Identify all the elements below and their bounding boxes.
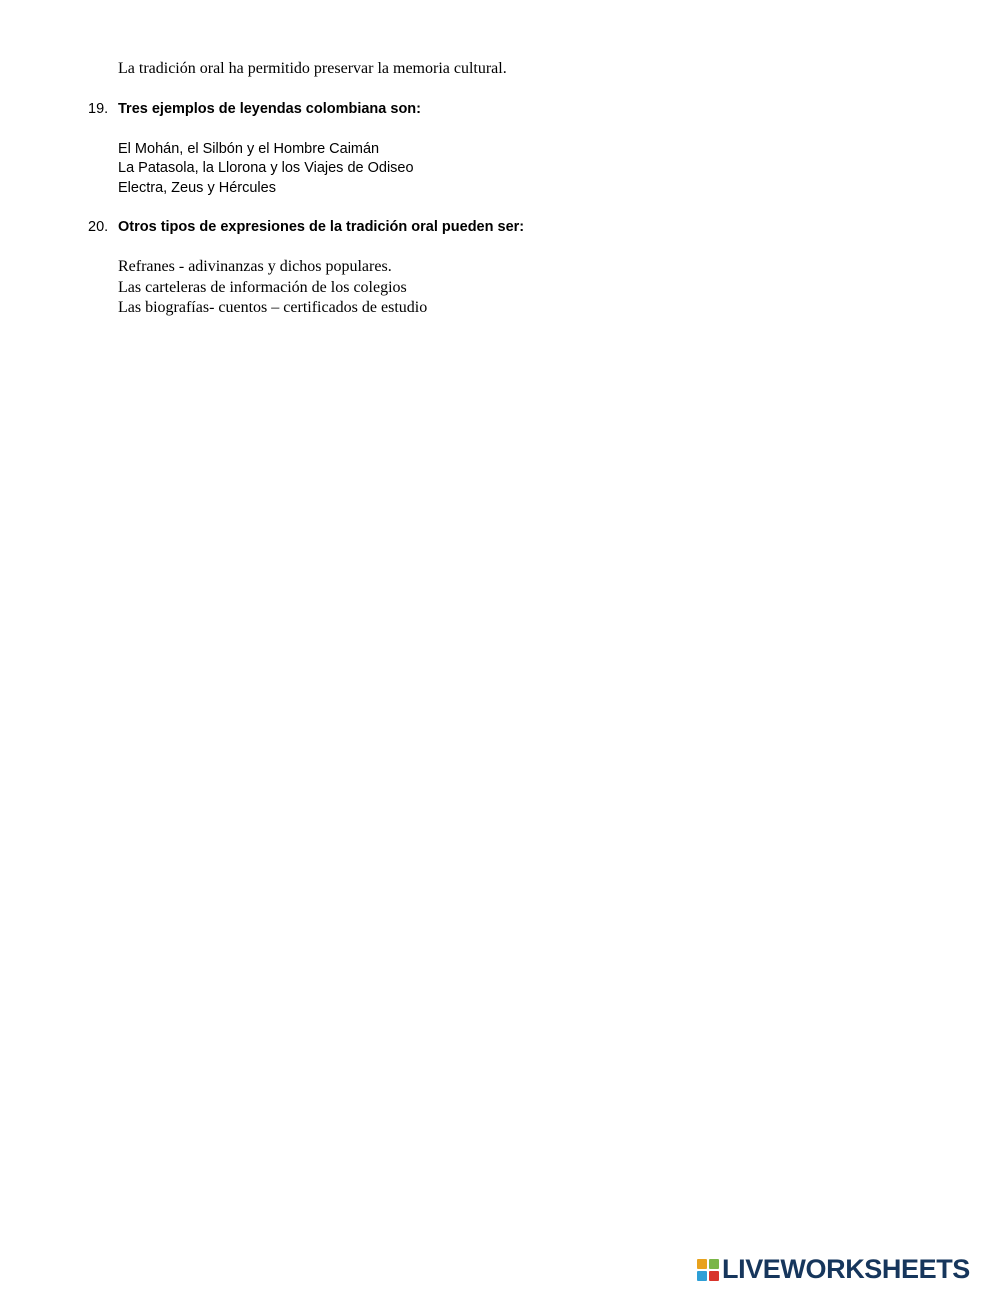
question-number: 20. bbox=[88, 219, 109, 235]
logo-square bbox=[697, 1259, 707, 1269]
question-prompt: Otros tipos de expresiones de la tradición oral pueden ser: bbox=[118, 219, 525, 235]
logo-text: LIVEWORKSHEETS bbox=[722, 1254, 970, 1284]
question-19 bbox=[88, 101, 421, 117]
question-20 bbox=[88, 219, 524, 235]
logo-squares-icon bbox=[697, 1259, 719, 1281]
liveworksheets-logo bbox=[697, 1256, 997, 1284]
question-prompt: Tres ejemplos de leyendas colombiana son: bbox=[118, 101, 421, 117]
question-number: 19. bbox=[88, 101, 109, 117]
intro-answer-line[interactable]: La tradición oral ha permitido preservar la memoria cultural. bbox=[118, 60, 507, 77]
option-19-b[interactable]: La Patasola, la Llorona y los Viajes de Odiseo bbox=[118, 160, 414, 176]
logo-square bbox=[709, 1271, 719, 1281]
option-19-a[interactable]: El Mohán, el Silbón y el Hombre Caimán bbox=[118, 141, 380, 157]
option-20-a[interactable]: Refranes - adivinanzas y dichos populares. bbox=[118, 258, 392, 275]
option-20-b[interactable]: Las carteleras de información de los colegios bbox=[118, 279, 407, 296]
logo-square bbox=[697, 1271, 707, 1281]
logo-square bbox=[709, 1259, 719, 1269]
option-20-c[interactable]: Las biografías- cuentos – certificados de estudio bbox=[118, 299, 428, 316]
option-19-c[interactable]: Electra, Zeus y Hércules bbox=[118, 180, 276, 196]
